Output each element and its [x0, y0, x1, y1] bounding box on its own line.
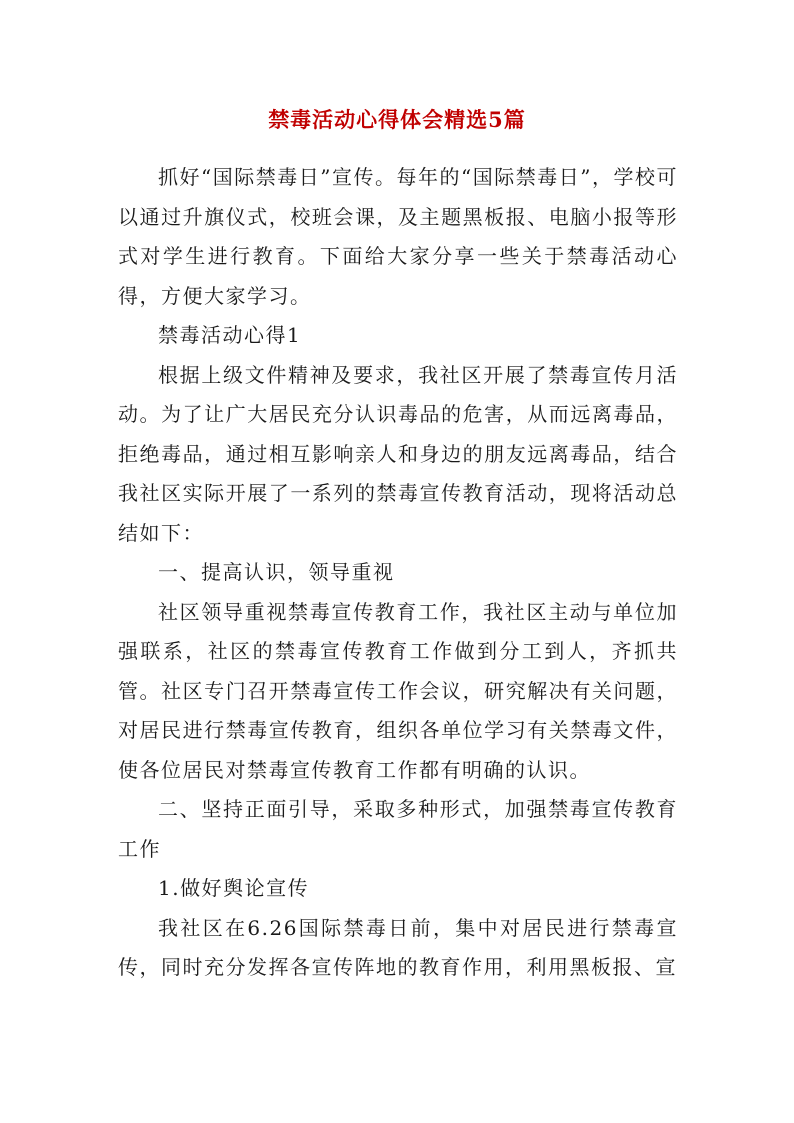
body-paragraph: 社区领导重视禁毒宣传教育工作，我社区主动与单位加强联系，社区的禁毒宣传教育工作做到分工到人，齐抓共管。社区专门召开禁毒宣传工作会议，研究解决有关问题，对居民进行禁毒宣传教育，组织各单位学习有关禁毒文件，使各位居民对禁毒宣传教育工作都有明确的认识。 — [118, 599, 678, 782]
subsection-heading: 1.做好舆论宣传 — [158, 876, 310, 900]
document-title: 禁毒活动心得体会精选5篇 — [268, 107, 526, 132]
body-paragraph: 根据上级文件精神及要求，我社区开展了禁毒宣传月活动。为了让广大居民充分认识毒品的危害，从而远离毒品，拒绝毒品，通过相互影响亲人和身边的朋友远离毒品，结合我社区实际开展了一系列的禁毒宣传教育活动，现将活动总结如下： — [118, 362, 678, 545]
intro-paragraph: 抓好“国际禁毒日”宣传。每年的“国际禁毒日”，学校可以通过升旗仪式，校班会课，及主题黑板报、电脑小报等形式对学生进行教育。下面给大家分享一些关于禁毒活动心得，方便大家学习。 — [118, 165, 678, 308]
document-body — [118, 158, 678, 988]
subsection-heading: 二、坚持正面引导，采取多种形式，加强禁毒宣传教育工作 — [118, 797, 678, 861]
section-heading: 禁毒活动心得1 — [158, 323, 302, 347]
subsection-heading: 一、提高认识，领导重视 — [158, 560, 395, 584]
body-paragraph: 我社区在6.26国际禁毒日前，集中对居民进行禁毒宣传，同时充分发挥各宣传阵地的教育作用，利用黑板报、宣 — [118, 915, 678, 979]
